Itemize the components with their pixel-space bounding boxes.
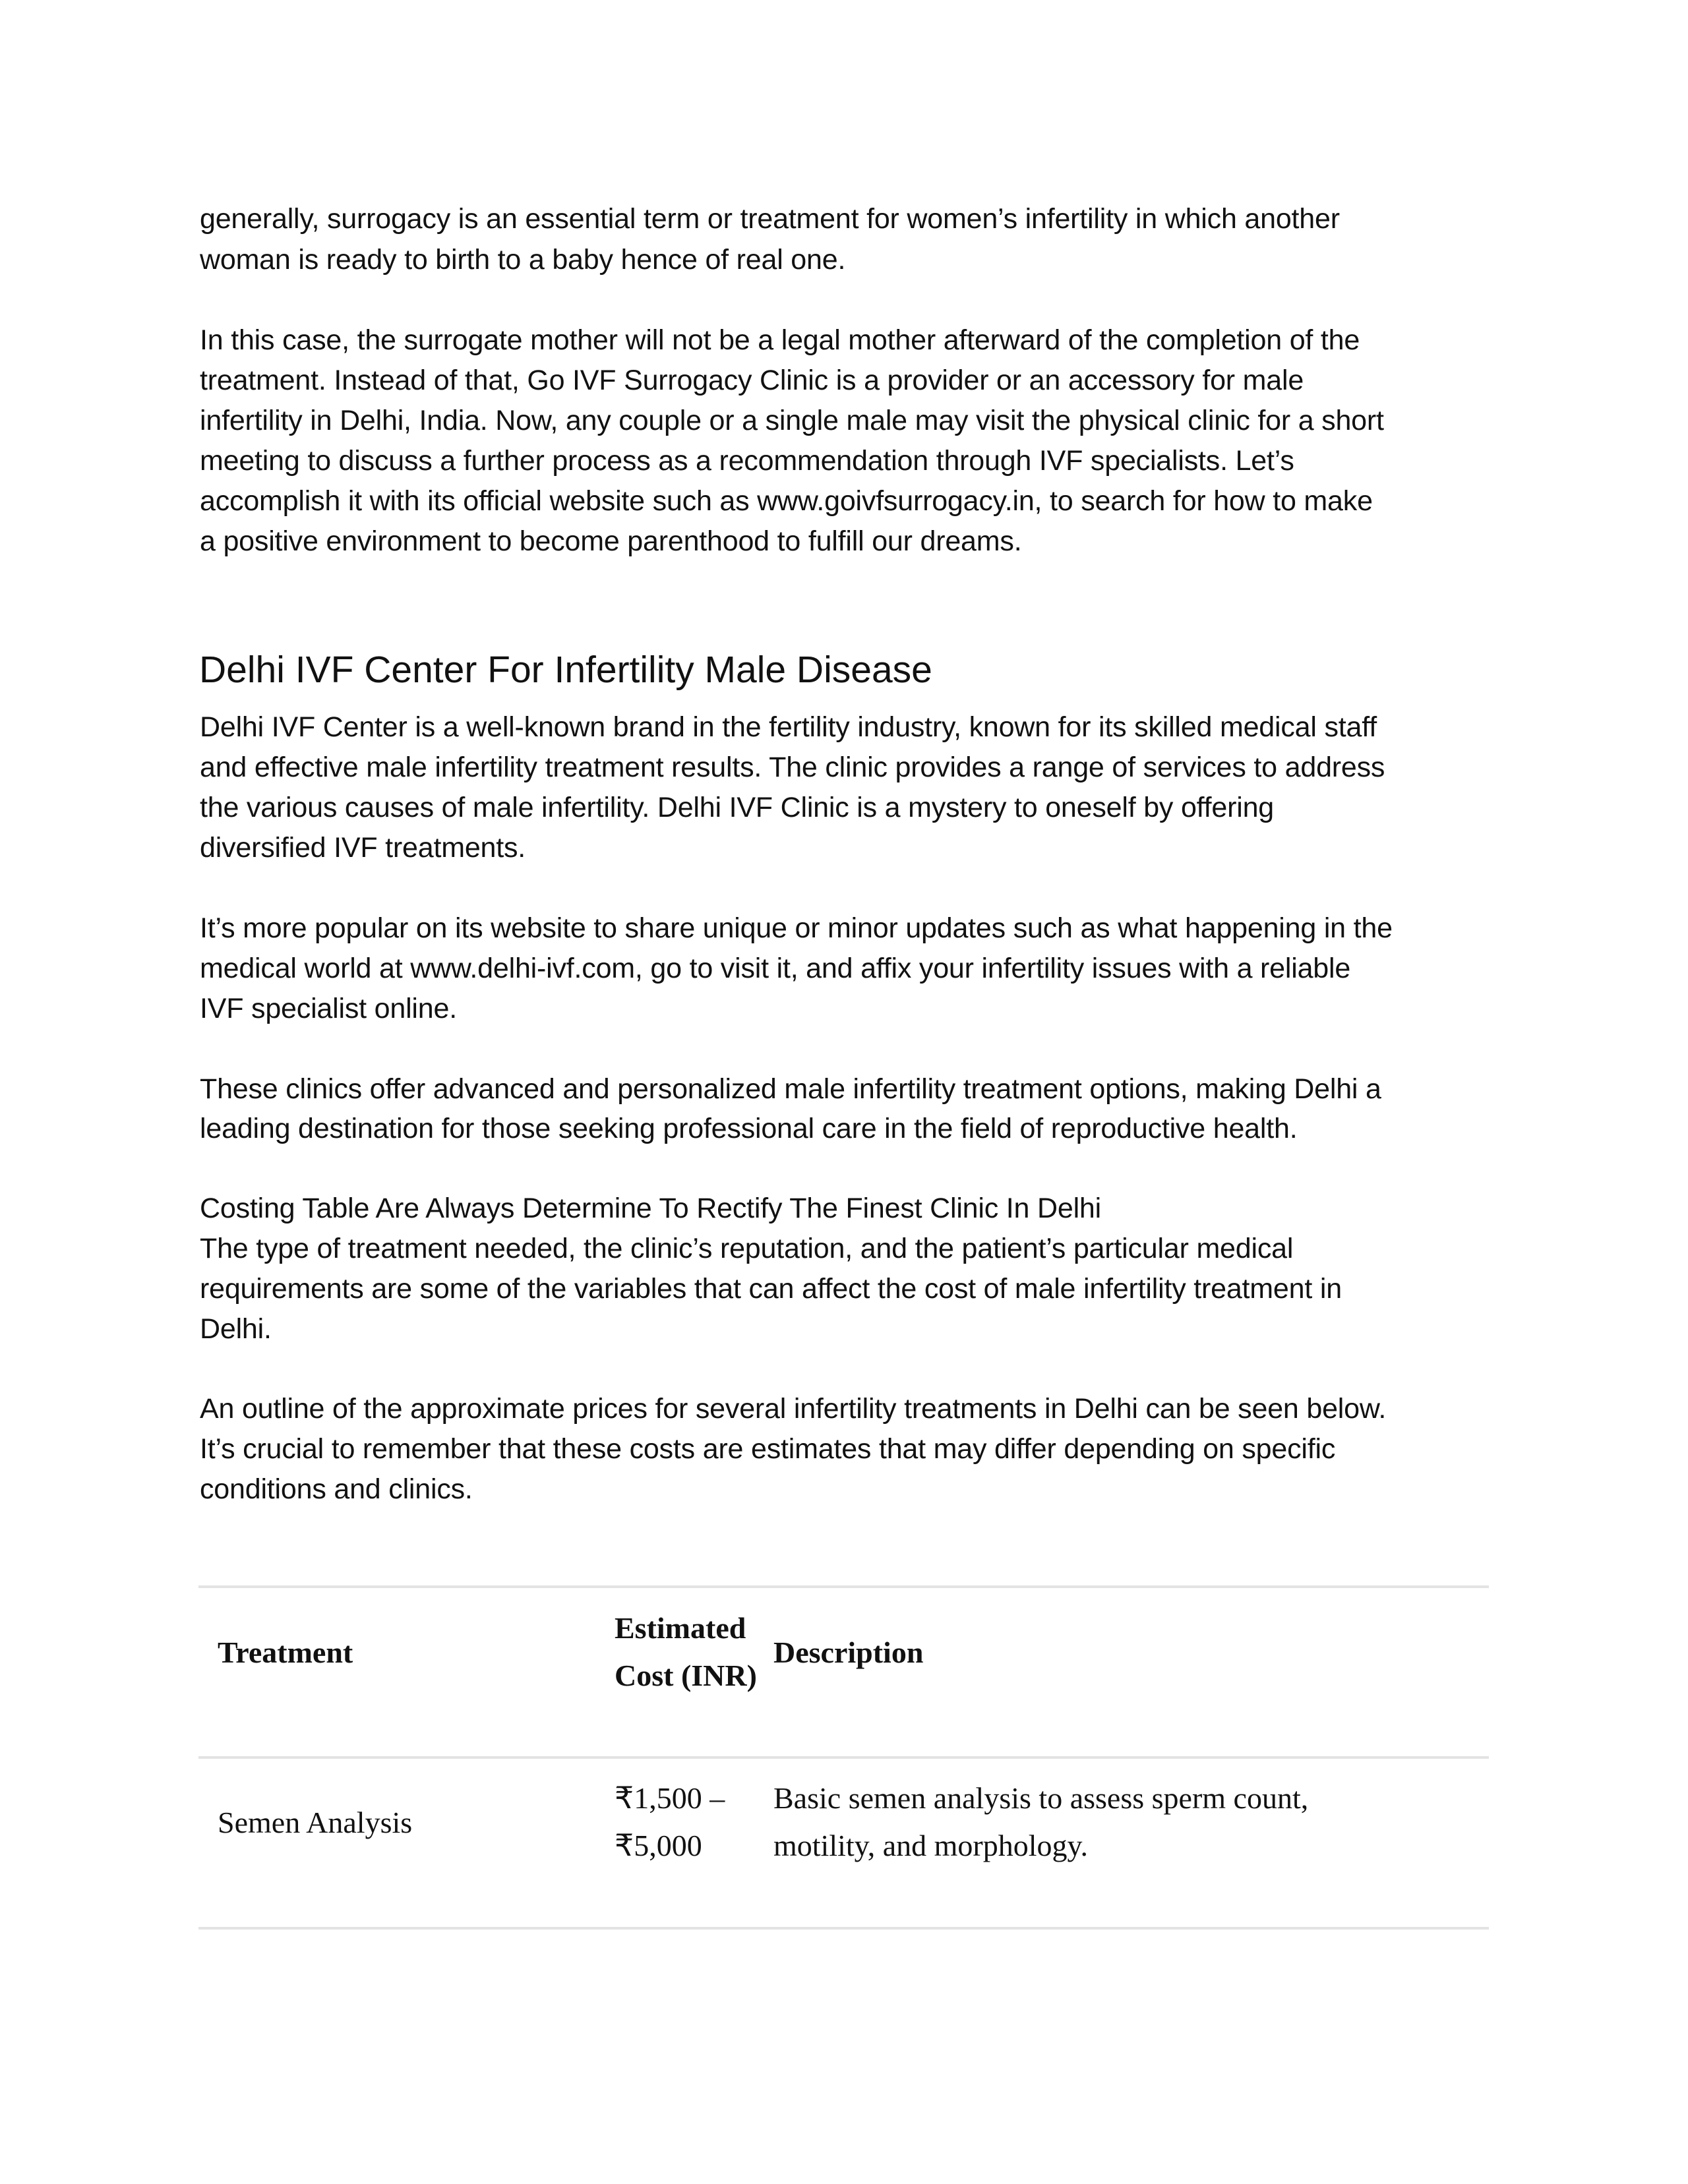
text-line: generally, surrogacy is an essential term or treatment for women’s infertility in which another — [200, 203, 1340, 235]
cell-cost-line2: ₹5,000 — [615, 1829, 702, 1862]
text-line: requirements are some of the variables that can affect the cost of male infertility treatment in — [200, 1273, 1342, 1305]
cell-description-line2: motility, and morphology. — [773, 1829, 1089, 1862]
table-header-rule — [198, 1756, 1489, 1759]
text-line: diversified IVF treatments. — [200, 832, 526, 864]
cell-description-line1: Basic semen analysis to assess sperm count, — [773, 1781, 1309, 1815]
text-line: leading destination for those seeking professional care in the field of reproductive health. — [200, 1113, 1298, 1144]
text-line: the various causes of male infertility. Delhi IVF Clinic is a mystery to oneself by offering — [200, 792, 1275, 823]
text-line: These clinics offer advanced and personalized male infertility treatment options, making Delhi a — [200, 1073, 1381, 1105]
text-line: treatment. Instead of that, Go IVF Surrogacy Clinic is a provider or an accessory for male — [200, 365, 1304, 396]
text-line: medical world at www.delhi-ivf.com, go to visit it, and affix your infertility issues with a reliable — [200, 953, 1351, 984]
text-line: a positive environment to become parenthood to fulfill our dreams. — [200, 525, 1022, 557]
cell-treatment: Semen Analysis — [218, 1806, 413, 1839]
text-line: infertility in Delhi, India. Now, any couple or a single male may visit the physical clinic for a short — [200, 405, 1384, 436]
text-line: Delhi IVF Center is a well-known brand in the fertility industry, known for its skilled medical staff — [200, 711, 1377, 743]
text-line: and effective male infertility treatment results. The clinic provides a range of services to address — [200, 752, 1385, 783]
header-treatment: Treatment — [218, 1636, 353, 1669]
text-line: It’s more popular on its website to share unique or minor updates such as what happening in the — [200, 912, 1393, 944]
section-heading: Delhi IVF Center For Infertility Male Disease — [199, 649, 932, 691]
header-description: Description — [773, 1636, 924, 1669]
text-line: Delhi. — [200, 1313, 272, 1345]
cell-cost-line1: ₹1,500 – — [615, 1781, 725, 1815]
text-line: In this case, the surrogate mother will not be a legal mother afterward of the completion of the — [200, 324, 1360, 356]
text-line: IVF specialist online. — [200, 993, 457, 1024]
text-line: accomplish it with its official website such as www.goivfsurrogacy.in, to search for how to make — [200, 485, 1373, 517]
text-line: The type of treatment needed, the clinic’s reputation, and the patient’s particular medical — [200, 1233, 1294, 1264]
header-estimated-cost-line1: Estimated — [615, 1611, 746, 1645]
header-estimated-cost-line2: Cost (INR) — [615, 1659, 757, 1692]
text-line: woman is ready to birth to a baby hence of real one. — [200, 244, 846, 276]
table-bottom-rule — [198, 1927, 1489, 1930]
table-top-rule — [198, 1585, 1489, 1588]
text-line: An outline of the approximate prices for several infertility treatments in Delhi can be seen below. — [200, 1393, 1387, 1425]
text-line: It’s crucial to remember that these costs are estimates that may differ depending on specific — [200, 1433, 1336, 1465]
costing-subheading: Costing Table Are Always Determine To Rectify The Finest Clinic In Delhi — [200, 1193, 1101, 1224]
text-line: meeting to discuss a further process as a recommendation through IVF specialists. Let’s — [200, 445, 1294, 477]
text-line: conditions and clinics. — [200, 1473, 473, 1505]
